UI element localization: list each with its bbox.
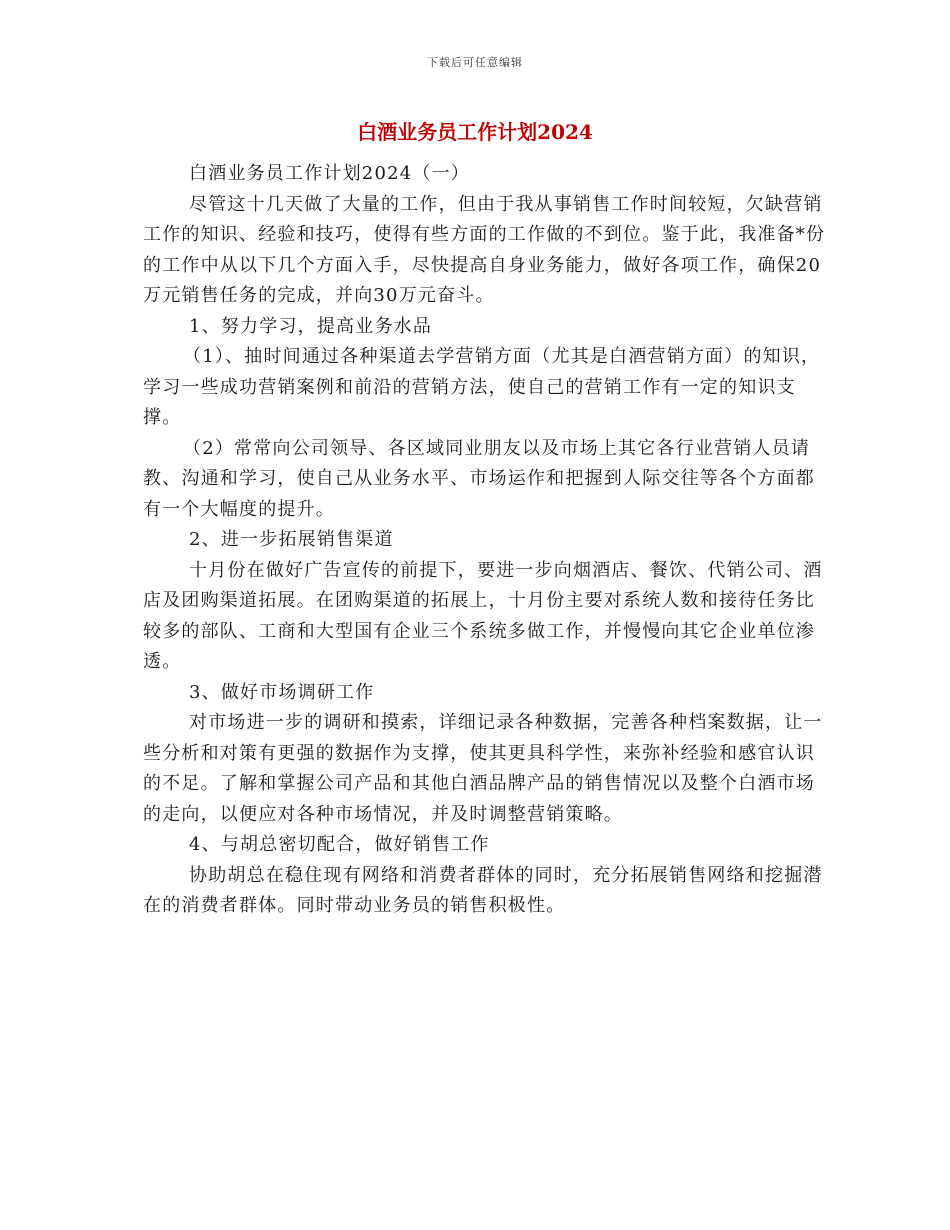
body-paragraph: 对市场进一步的调研和摸索，详细记录各种数据，完善各种档案数据，让一些分析和对策有更强的数据作为支撑，使其更具科学性，来弥补经验和感官认识的不足。了解和掌握公司产品和其他白酒品牌产品的销售情况以及整个白酒市场的走向，以便应对各种市场情况，并及时调整营销策略。 — [143, 712, 823, 825]
document-title: 白酒业务员工作计划2024 — [357, 120, 593, 144]
body-paragraph: 协助胡总在稳住现有网络和消费者群体的同时，充分拓展销售网络和挖掘潜在的消费者群体。同时带动业务员的销售积极性。 — [143, 864, 823, 916]
body-paragraph: （1）、抽时间通过各种渠道去学营销方面（尤其是白酒营销方面）的知识，学习一些成功营销案例和前沿的营销方法，使自己的营销工作有一定的知识支撑。 — [143, 346, 821, 428]
page-header: 下载后可任意编辑 — [427, 56, 523, 69]
section-subheading: 3、做好市场调研工作 — [189, 681, 375, 703]
section-subheading: 白酒业务员工作计划2024（一） — [189, 163, 471, 184]
body-paragraph: （2）常常向公司领导、各区域同业朋友以及市场上其它各行业营销人员请教、沟通和学习，使自己从业务水平、市场运作和把握到人际交往等各个方面都有一个大幅度的提升。 — [143, 437, 815, 520]
section-subheading: 2、进一步拓展销售渠道 — [189, 529, 394, 550]
document-body — [143, 159, 833, 922]
section-subheading: 1、努力学习，提高业务水品 — [189, 315, 433, 337]
body-paragraph: 十月份在做好广告宣传的前提下，要进一步向烟酒店、餐饮、代销公司、酒店及团购渠道拓展。在团购渠道的拓展上，十月份主要对系统人数和接待任务比较多的部队、工商和大型国有企业三个系统多做工作，并慢慢向其它企业单位渗透。 — [143, 559, 823, 672]
section-subheading: 4、与胡总密切配合，做好销售工作 — [189, 834, 490, 855]
body-paragraph: 尽管这十几天做了大量的工作，但由于我从事销售工作时间较短，欠缺营销工作的知识、经验和技巧，使得有些方面的工作做的不到位。鉴于此，我准备*份的工作中从以下几个方面入手，尽快提高自身业务能力，做好各项工作，确保20万元销售任务的完成，并向30万元奋斗。 — [143, 193, 826, 306]
